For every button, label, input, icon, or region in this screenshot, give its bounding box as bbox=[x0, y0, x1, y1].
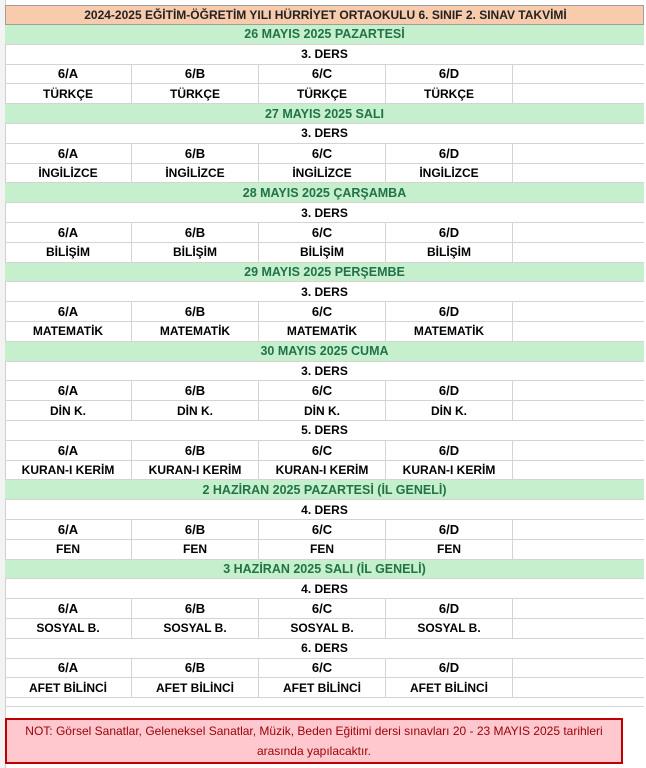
date-cell[interactable]: 27 MAYIS 2025 SALI bbox=[264, 106, 385, 121]
class-cell[interactable]: 6/C bbox=[259, 520, 386, 539]
class-cell[interactable]: 6/D bbox=[386, 659, 513, 678]
date-row[interactable] bbox=[5, 560, 644, 580]
class-row[interactable] bbox=[5, 599, 644, 619]
empty-cell[interactable] bbox=[513, 441, 644, 460]
subject-cell[interactable]: BİLİŞİM bbox=[386, 243, 513, 262]
class-row[interactable] bbox=[5, 659, 644, 679]
subject-cell[interactable]: AFET BİLİNCİ bbox=[386, 678, 513, 697]
empty-cell[interactable] bbox=[513, 461, 644, 480]
class-row[interactable] bbox=[5, 302, 644, 322]
period-cell[interactable]: 3. DERS bbox=[301, 205, 348, 220]
note-box[interactable]: NOT: Görsel Sanatlar, Geleneksel Sanatlar, Müzik, Beden Eğitimi dersi sınavları 20 - 23 MAYIS 2025 tarihleri arasında yapılacaktır. bbox=[5, 718, 623, 764]
class-cell[interactable]: 6/D bbox=[386, 65, 513, 84]
period-row[interactable] bbox=[5, 579, 644, 599]
title-row[interactable] bbox=[5, 5, 644, 25]
spreadsheet-grid[interactable] bbox=[5, 5, 644, 698]
subject-cell[interactable]: KURAN-I KERİM bbox=[259, 461, 386, 480]
empty-cell[interactable] bbox=[513, 144, 644, 163]
subject-cell[interactable]: SOSYAL B. bbox=[132, 619, 259, 638]
class-cell[interactable]: 6/A bbox=[5, 381, 132, 400]
class-cell[interactable]: 6/D bbox=[386, 223, 513, 242]
period-row[interactable] bbox=[5, 282, 644, 302]
empty-cell[interactable] bbox=[513, 223, 644, 242]
subject-row[interactable] bbox=[5, 401, 644, 421]
class-row[interactable] bbox=[5, 223, 644, 243]
date-row[interactable] bbox=[5, 480, 644, 500]
subject-cell[interactable]: DİN K. bbox=[5, 401, 132, 420]
class-cell[interactable]: 6/D bbox=[386, 302, 513, 321]
subject-cell[interactable]: AFET BİLİNCİ bbox=[132, 678, 259, 697]
empty-cell[interactable] bbox=[513, 164, 644, 183]
subject-cell[interactable]: DİN K. bbox=[132, 401, 259, 420]
subject-cell[interactable]: FEN bbox=[259, 540, 386, 559]
subject-cell[interactable]: MATEMATİK bbox=[259, 322, 386, 341]
subject-row[interactable] bbox=[5, 461, 644, 481]
empty-cell[interactable] bbox=[513, 540, 644, 559]
class-row[interactable] bbox=[5, 65, 644, 85]
class-cell[interactable]: 6/A bbox=[5, 520, 132, 539]
class-cell[interactable]: 6/C bbox=[259, 599, 386, 618]
empty-row-gridline bbox=[5, 706, 644, 707]
class-cell[interactable]: 6/D bbox=[386, 599, 513, 618]
period-row[interactable] bbox=[5, 421, 644, 441]
period-row[interactable] bbox=[5, 639, 644, 659]
class-cell[interactable]: 6/B bbox=[132, 599, 259, 618]
subject-cell[interactable]: AFET BİLİNCİ bbox=[259, 678, 386, 697]
class-cell[interactable]: 6/A bbox=[5, 659, 132, 678]
subject-cell[interactable]: İNGİLİZCE bbox=[259, 164, 386, 183]
subject-row[interactable] bbox=[5, 84, 644, 104]
subject-cell[interactable]: KURAN-I KERİM bbox=[132, 461, 259, 480]
empty-cell[interactable] bbox=[513, 381, 644, 400]
class-cell[interactable]: 6/B bbox=[132, 223, 259, 242]
title-cell[interactable]: 2024-2025 EĞİTİM-ÖĞRETİM YILI HÜRRİYET ORTAOKULU 6. SINIF 2. SINAV TAKVİMİ bbox=[84, 8, 567, 22]
class-row[interactable] bbox=[5, 441, 644, 461]
class-cell[interactable]: 6/C bbox=[259, 659, 386, 678]
empty-cell[interactable] bbox=[513, 243, 644, 262]
class-cell[interactable]: 6/B bbox=[132, 520, 259, 539]
subject-cell[interactable]: DİN K. bbox=[259, 401, 386, 420]
subject-row[interactable] bbox=[5, 619, 644, 639]
subject-row[interactable] bbox=[5, 243, 644, 263]
subject-cell[interactable]: FEN bbox=[132, 540, 259, 559]
subject-cell[interactable]: BİLİŞİM bbox=[132, 243, 259, 262]
class-row[interactable] bbox=[5, 520, 644, 540]
period-row[interactable] bbox=[5, 124, 644, 144]
subject-cell[interactable]: DİN K. bbox=[386, 401, 513, 420]
subject-row[interactable] bbox=[5, 540, 644, 560]
period-cell[interactable]: 6. DERS bbox=[301, 641, 348, 656]
class-cell[interactable]: 6/C bbox=[259, 223, 386, 242]
subject-row[interactable] bbox=[5, 322, 644, 342]
class-cell[interactable]: 6/B bbox=[132, 302, 259, 321]
class-cell[interactable]: 6/A bbox=[5, 441, 132, 460]
class-cell[interactable]: 6/A bbox=[5, 302, 132, 321]
empty-cell[interactable] bbox=[513, 84, 644, 103]
empty-cell[interactable] bbox=[513, 322, 644, 341]
subject-cell[interactable]: MATEMATİK bbox=[132, 322, 259, 341]
date-cell[interactable]: 29 MAYIS 2025 PERŞEMBE bbox=[244, 264, 405, 279]
period-row[interactable] bbox=[5, 45, 644, 65]
class-cell[interactable]: 6/C bbox=[259, 302, 386, 321]
subject-cell[interactable]: İNGİLİZCE bbox=[386, 164, 513, 183]
subject-cell[interactable]: MATEMATİK bbox=[5, 322, 132, 341]
subject-cell[interactable]: SOSYAL B. bbox=[386, 619, 513, 638]
subject-cell[interactable]: AFET BİLİNCİ bbox=[5, 678, 132, 697]
class-cell[interactable]: 6/D bbox=[386, 520, 513, 539]
class-row[interactable] bbox=[5, 144, 644, 164]
empty-cell[interactable] bbox=[513, 520, 644, 539]
period-cell[interactable]: 5. DERS bbox=[301, 423, 348, 438]
subject-cell[interactable]: BİLİŞİM bbox=[5, 243, 132, 262]
subject-cell[interactable]: BİLİŞİM bbox=[259, 243, 386, 262]
subject-cell[interactable]: FEN bbox=[5, 540, 132, 559]
class-cell[interactable]: 6/A bbox=[5, 223, 132, 242]
period-row[interactable] bbox=[5, 500, 644, 520]
class-cell[interactable]: 6/D bbox=[386, 381, 513, 400]
subject-cell[interactable]: SOSYAL B. bbox=[259, 619, 386, 638]
class-cell[interactable]: 6/A bbox=[5, 599, 132, 618]
class-cell[interactable]: 6/B bbox=[132, 659, 259, 678]
date-cell[interactable]: 3 HAZİRAN 2025 SALI (İL GENELİ) bbox=[223, 561, 426, 576]
subject-cell[interactable]: TÜRKÇE bbox=[132, 84, 259, 103]
date-row[interactable] bbox=[5, 263, 644, 283]
period-row[interactable] bbox=[5, 203, 644, 223]
empty-cell[interactable] bbox=[513, 302, 644, 321]
subject-cell[interactable]: TÜRKÇE bbox=[5, 84, 132, 103]
period-cell[interactable]: 3. DERS bbox=[301, 363, 348, 378]
class-cell[interactable]: 6/B bbox=[132, 381, 259, 400]
class-cell[interactable]: 6/B bbox=[132, 144, 259, 163]
date-row[interactable] bbox=[5, 104, 644, 124]
class-cell[interactable]: 6/A bbox=[5, 144, 132, 163]
period-cell[interactable]: 4. DERS bbox=[301, 502, 348, 517]
subject-cell[interactable]: TÜRKÇE bbox=[259, 84, 386, 103]
class-cell[interactable]: 6/C bbox=[259, 65, 386, 84]
date-cell[interactable]: 30 MAYIS 2025 CUMA bbox=[260, 344, 389, 359]
period-cell[interactable]: 3. DERS bbox=[301, 284, 348, 299]
subject-cell[interactable]: SOSYAL B. bbox=[5, 619, 132, 638]
class-row[interactable] bbox=[5, 381, 644, 401]
date-cell[interactable]: 2 HAZİRAN 2025 PAZARTESİ (İL GENELİ) bbox=[202, 482, 447, 497]
subject-cell[interactable]: FEN bbox=[386, 540, 513, 559]
empty-cell[interactable] bbox=[513, 401, 644, 420]
subject-cell[interactable]: İNGİLİZCE bbox=[5, 164, 132, 183]
empty-cell[interactable] bbox=[513, 599, 644, 618]
date-row[interactable] bbox=[5, 183, 644, 203]
class-cell[interactable]: 6/C bbox=[259, 144, 386, 163]
empty-cell[interactable] bbox=[513, 659, 644, 678]
subject-row[interactable] bbox=[5, 164, 644, 184]
subject-cell[interactable]: KURAN-I KERİM bbox=[5, 461, 132, 480]
class-cell[interactable]: 6/C bbox=[259, 441, 386, 460]
period-cell[interactable]: 3. DERS bbox=[301, 47, 348, 62]
class-cell[interactable]: 6/B bbox=[132, 441, 259, 460]
subject-row[interactable] bbox=[5, 678, 644, 698]
date-cell[interactable]: 26 MAYIS 2025 PAZARTESİ bbox=[244, 27, 405, 42]
subject-cell[interactable]: KURAN-I KERİM bbox=[386, 461, 513, 480]
empty-cell[interactable] bbox=[513, 619, 644, 638]
date-cell[interactable]: 28 MAYIS 2025 ÇARŞAMBA bbox=[242, 185, 407, 200]
class-cell[interactable]: 6/A bbox=[5, 65, 132, 84]
date-row[interactable] bbox=[5, 25, 644, 45]
period-cell[interactable]: 3. DERS bbox=[301, 126, 348, 141]
empty-cell[interactable] bbox=[513, 65, 644, 84]
date-row[interactable] bbox=[5, 342, 644, 362]
subject-cell[interactable]: MATEMATİK bbox=[386, 322, 513, 341]
subject-cell[interactable]: TÜRKÇE bbox=[386, 84, 513, 103]
period-row[interactable] bbox=[5, 362, 644, 382]
subject-cell[interactable]: İNGİLİZCE bbox=[132, 164, 259, 183]
class-cell[interactable]: 6/B bbox=[132, 65, 259, 84]
empty-cell[interactable] bbox=[513, 678, 644, 697]
class-cell[interactable]: 6/D bbox=[386, 441, 513, 460]
period-cell[interactable]: 4. DERS bbox=[301, 581, 348, 596]
class-cell[interactable]: 6/C bbox=[259, 381, 386, 400]
class-cell[interactable]: 6/D bbox=[386, 144, 513, 163]
